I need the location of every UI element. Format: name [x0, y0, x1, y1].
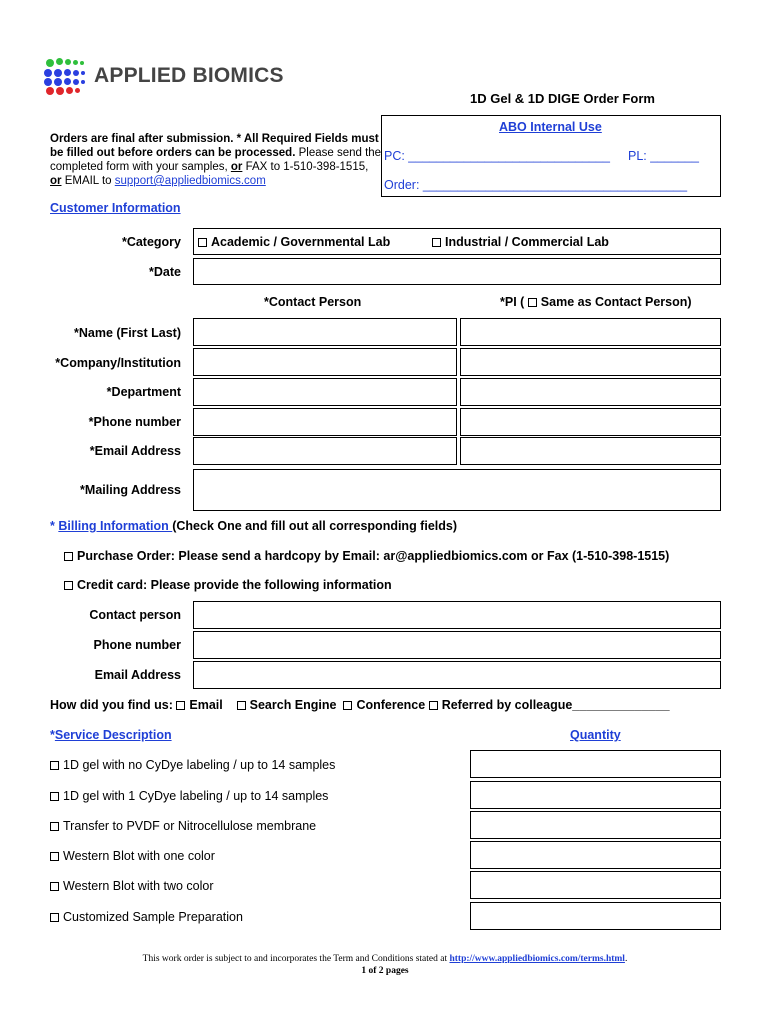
quantity-field[interactable] [470, 902, 721, 930]
name-label: *Name (First Last) [74, 326, 181, 340]
intro-fax: FAX to 1-510-398-1515, [242, 161, 369, 173]
page-number: 1 of 2 pages [361, 966, 409, 976]
find-us-email: Email [189, 698, 223, 712]
service-heading-row [50, 728, 172, 742]
checkbox-icon[interactable] [429, 701, 438, 710]
service-item[interactable] [50, 758, 335, 772]
date-field[interactable] [193, 258, 721, 285]
find-us-search: Search Engine [249, 698, 337, 712]
category-industrial-label: Industrial / Commercial Lab [445, 235, 609, 249]
billing-email-field[interactable] [193, 661, 721, 689]
service-item-label: Transfer to PVDF or Nitrocellulose membrane [63, 819, 317, 833]
support-email-link[interactable]: support@appliedbiomics.com [114, 175, 266, 187]
billing-heading-row [50, 519, 457, 533]
contact-email-field[interactable] [193, 437, 457, 465]
intro-line-1: Orders are final after submission. * All Required Fields must [50, 133, 379, 145]
find-us-referred: Referred by colleague______________ [441, 698, 670, 712]
customer-info-heading: Customer Information [50, 201, 181, 215]
category-label: *Category [121, 235, 181, 249]
checkbox-icon[interactable] [50, 822, 59, 831]
quantity-field[interactable] [470, 811, 721, 839]
billing-contact-label: Contact person [89, 608, 181, 622]
form-title: 1D Gel & 1D DIGE Order Form [470, 91, 655, 106]
footer-end: . [624, 954, 628, 964]
checkbox-icon[interactable] [50, 852, 59, 861]
quantity-field[interactable] [470, 750, 721, 778]
category-academic-label: Academic / Governmental Lab [211, 235, 391, 249]
billing-note: (Check One and fill out all corresponding fields) [172, 519, 457, 533]
service-heading: Service Description [54, 728, 172, 742]
intro-line-2-bold: be filled out before orders can be processed. [50, 147, 296, 159]
abo-pl-field[interactable]: PL: _______ [628, 149, 699, 163]
department-label: *Department [106, 385, 181, 399]
checkbox-icon[interactable] [50, 792, 59, 801]
checkbox-icon[interactable] [64, 581, 73, 590]
billing-star: * [50, 519, 59, 533]
contact-company-field[interactable] [193, 348, 457, 376]
service-item[interactable] [50, 910, 243, 924]
quantity-heading: Quantity [570, 728, 621, 742]
abo-pc-field[interactable]: PC: _____________________________ [384, 149, 610, 163]
purchase-order-label: Purchase Order: Please send a hardcopy by Email: ar@appliedbiomics.com or Fax (1-510-398-1515) [77, 549, 670, 563]
billing-contact-field[interactable] [193, 601, 721, 629]
credit-card-label: Credit card: Please provide the following information [77, 578, 392, 592]
intro-or-2: or [50, 175, 62, 187]
checkbox-icon[interactable] [198, 238, 207, 247]
phone-label: *Phone number [88, 415, 181, 429]
pi-name-field[interactable] [460, 318, 721, 346]
billing-phone-field[interactable] [193, 631, 721, 659]
checkbox-icon[interactable] [64, 552, 73, 561]
find-us-row [50, 698, 670, 712]
quantity-field[interactable] [470, 781, 721, 809]
pi-header-pre: *PI ( [500, 295, 528, 309]
category-industrial-option[interactable] [432, 235, 609, 249]
service-star: * [50, 728, 55, 742]
service-item-label: Customized Sample Preparation [63, 910, 243, 924]
billing-phone-label: Phone number [93, 638, 181, 652]
checkbox-icon[interactable] [50, 882, 59, 891]
abo-internal-box [381, 115, 721, 197]
mailing-address-field[interactable] [193, 469, 721, 511]
checkbox-icon[interactable] [176, 701, 185, 710]
service-item-label: 1D gel with 1 CyDye labeling / up to 14 samples [63, 789, 329, 803]
service-item-label: 1D gel with no CyDye labeling / up to 14 samples [63, 758, 336, 772]
contact-person-header: *Contact Person [264, 295, 362, 309]
checkbox-icon[interactable] [237, 701, 246, 710]
mailing-label: *Mailing Address [80, 483, 181, 497]
checkbox-icon[interactable] [343, 701, 352, 710]
company-label: *Company/Institution [55, 356, 181, 370]
category-box [193, 228, 721, 255]
category-academic-option[interactable] [198, 235, 390, 249]
intro-text [50, 132, 381, 188]
contact-phone-field[interactable] [193, 408, 457, 436]
billing-heading: Billing Information [58, 519, 173, 533]
intro-line-3: completed form with your samples, [50, 161, 231, 173]
footer-terms [0, 954, 770, 964]
billing-email-label: Email Address [94, 668, 181, 682]
find-us-conference: Conference [356, 698, 426, 712]
quantity-field[interactable] [470, 841, 721, 869]
service-item[interactable] [50, 879, 214, 893]
credit-card-option[interactable] [64, 578, 392, 592]
date-label: *Date [149, 265, 181, 279]
pi-header [500, 295, 692, 309]
intro-or-1: or [230, 161, 243, 173]
pi-department-field[interactable] [460, 378, 721, 406]
intro-line-2-rest: Please send the [295, 147, 382, 159]
contact-name-field[interactable] [193, 318, 457, 346]
pi-header-post: Same as Contact Person) [540, 295, 692, 309]
service-item[interactable] [50, 849, 215, 863]
company-name: APPLIED BIOMICS [94, 64, 284, 87]
service-item[interactable] [50, 819, 316, 833]
terms-link[interactable]: http://www.appliedbiomics.com/terms.html [449, 954, 625, 964]
checkbox-icon[interactable] [50, 913, 59, 922]
email-label: *Email Address [89, 444, 181, 458]
service-item-label: Western Blot with one color [63, 849, 215, 863]
abo-order-field[interactable]: Order: ______________________________________ [384, 178, 688, 192]
pi-company-field[interactable] [460, 348, 721, 376]
checkbox-icon[interactable] [432, 238, 441, 247]
quantity-field[interactable] [470, 871, 721, 899]
intro-email-pre: EMAIL to [61, 175, 115, 187]
find-us-label: How did you find us: [50, 698, 177, 712]
pi-email-field[interactable] [460, 437, 721, 465]
same-as-contact-checkbox-icon[interactable] [528, 298, 537, 307]
service-item[interactable] [50, 789, 328, 803]
purchase-order-option[interactable] [64, 549, 669, 563]
pi-phone-field[interactable] [460, 408, 721, 436]
service-item-label: Western Blot with two color [63, 879, 214, 893]
abo-title: ABO Internal Use [499, 120, 602, 134]
checkbox-icon[interactable] [50, 761, 59, 770]
contact-department-field[interactable] [193, 378, 457, 406]
footer-text: This work order is subject to and incorporates the Term and Conditions stated at [142, 954, 450, 964]
